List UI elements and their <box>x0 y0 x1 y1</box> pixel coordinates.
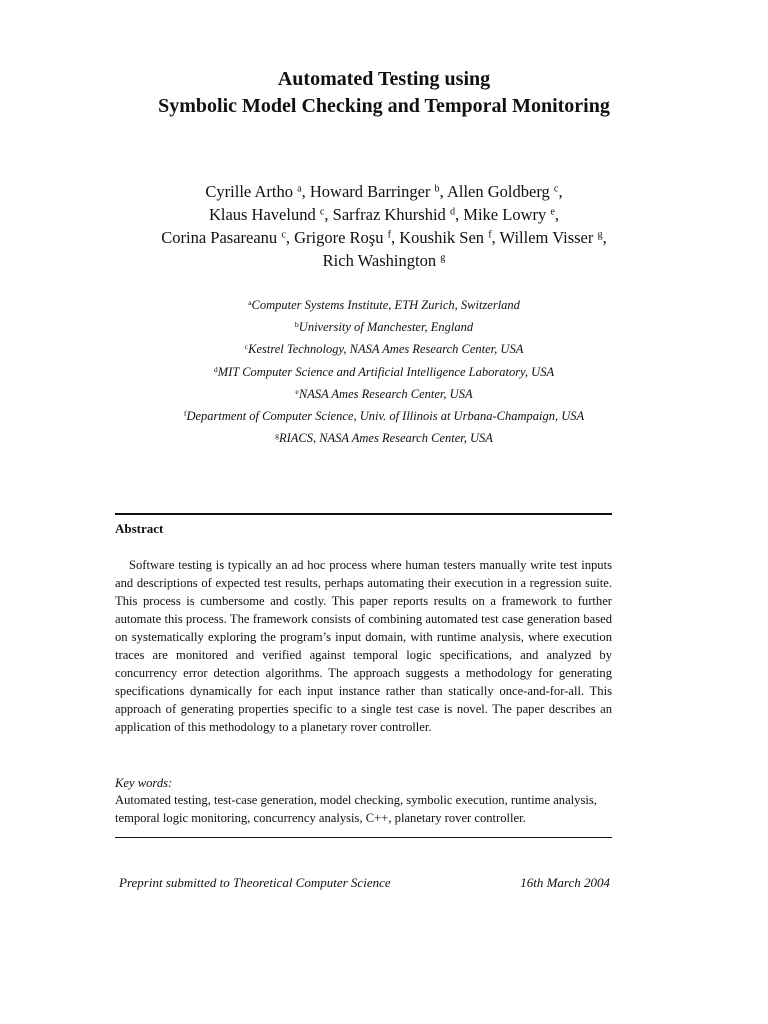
affiliation-mark: d <box>213 364 218 374</box>
author-name: Sarfraz Khurshid <box>332 205 446 224</box>
author-line <box>0 203 768 226</box>
title-line-2: Symbolic Model Checking and Temporal Monitoring <box>158 95 610 117</box>
author-name: Willem Visser <box>499 228 594 247</box>
author-affiliation-mark: c <box>319 206 325 218</box>
abstract-body: Software testing is typically an ad hoc process where human testers manually write test inputs and descriptions of expected test results, perhaps automating their execution in a regression suite. This process is cumbersome and costly. This paper reports results on a framework to further automate this process. The framework consists of combining automated test case generation based on systematically exploring the program’s input domain, with runtime analysis, where execution traces are monitored and verified against temporal logic specifications, and analyzed by concurrency error detection algorithms. The approach suggests a methodology for generating specifications dynamically for each input instance rather than statically once-and-for-all. This approach of generating properties specific to a single test case is novel. The paper describes an application of this methodology to a planetary rover controller. <box>115 558 612 734</box>
author-list <box>0 180 768 272</box>
author-affiliation-mark: c <box>553 183 559 195</box>
author-affiliation-mark: f <box>488 229 492 241</box>
author-name: Grigore Roşu <box>294 228 384 247</box>
affiliation <box>0 405 768 427</box>
author-line <box>0 180 768 203</box>
author-separator: , <box>324 205 333 224</box>
affiliation-mark: b <box>294 319 299 329</box>
paper-title <box>0 66 768 120</box>
affiliation-text: Computer Systems Institute, ETH Zurich, Switzerland <box>251 298 520 312</box>
author-separator: , <box>301 182 310 201</box>
author-name: Howard Barringer <box>309 182 431 201</box>
author-name: Corina Pasareanu <box>161 228 278 247</box>
author-line <box>0 249 768 272</box>
author-separator: , <box>602 228 607 247</box>
author-affiliation-mark: a <box>297 183 302 195</box>
abstract-bottom-rule <box>115 837 612 838</box>
author-name: Rich Washington <box>322 251 437 270</box>
affiliation <box>0 294 768 316</box>
title-line-1: Automated Testing using <box>277 68 491 90</box>
author-affiliation-mark: f <box>387 229 392 241</box>
author-separator: , <box>455 205 464 224</box>
author-separator: , <box>391 228 400 247</box>
author-affiliation-mark: c <box>281 229 286 241</box>
author-name: Klaus Havelund <box>208 205 316 224</box>
affiliation <box>0 316 768 338</box>
affiliation <box>0 338 768 360</box>
affiliation-text: NASA Ames Research Center, USA <box>298 386 473 401</box>
author-affiliation-mark: b <box>434 183 440 195</box>
author-separator: , <box>554 205 560 224</box>
preprint-note: Preprint submitted to Theoretical Computer Science <box>119 875 391 890</box>
affiliation-list <box>0 294 768 449</box>
author-name: Cyrille Artho <box>205 182 293 201</box>
preprint-date: 16th March 2004 <box>520 875 610 890</box>
affiliation-mark: f <box>183 408 187 418</box>
author-separator: , <box>285 228 295 247</box>
keywords-label: Key words: <box>115 776 173 790</box>
author-separator: , <box>439 182 447 201</box>
author-separator: , <box>491 228 500 247</box>
author-name: Mike Lowry <box>463 205 547 224</box>
author-name: Allen Goldberg <box>446 182 550 201</box>
abstract-top-rule <box>115 513 612 515</box>
abstract-heading: Abstract <box>115 521 164 536</box>
affiliation-text: RIACS, NASA Ames Research Center, USA <box>278 431 493 446</box>
keywords-text: Automated testing, test-case generation, model checking, symbolic execution, runtime analysis, temporal logic monitoring, concurrency analysis, C++, planetary rover controller. <box>115 793 597 825</box>
affiliation-mark: c <box>244 342 249 352</box>
affiliation <box>0 427 768 449</box>
author-line <box>0 226 768 249</box>
affiliation <box>0 361 768 383</box>
affiliation-mark: a <box>248 297 252 307</box>
author-affiliation-mark: g <box>440 252 446 264</box>
affiliation-mark: e <box>295 386 299 396</box>
author-separator: , <box>558 182 563 201</box>
author-affiliation-mark: d <box>449 206 456 218</box>
affiliation-text: Kestrel Technology, NASA Ames Research Center, USA <box>248 342 524 357</box>
author-affiliation-mark: e <box>550 206 555 218</box>
affiliation-text: MIT Computer Science and Artificial Intelligence Laboratory, USA <box>217 364 555 379</box>
affiliation-mark: g <box>275 430 279 440</box>
author-affiliation-mark: g <box>597 229 603 241</box>
affiliation <box>0 383 768 405</box>
affiliation-text: Department of Computer Science, Univ. of Illinois at Urbana-Champaign, USA <box>186 409 585 424</box>
affiliation-text: University of Manchester, England <box>298 320 474 335</box>
author-name: Koushik Sen <box>399 228 485 247</box>
